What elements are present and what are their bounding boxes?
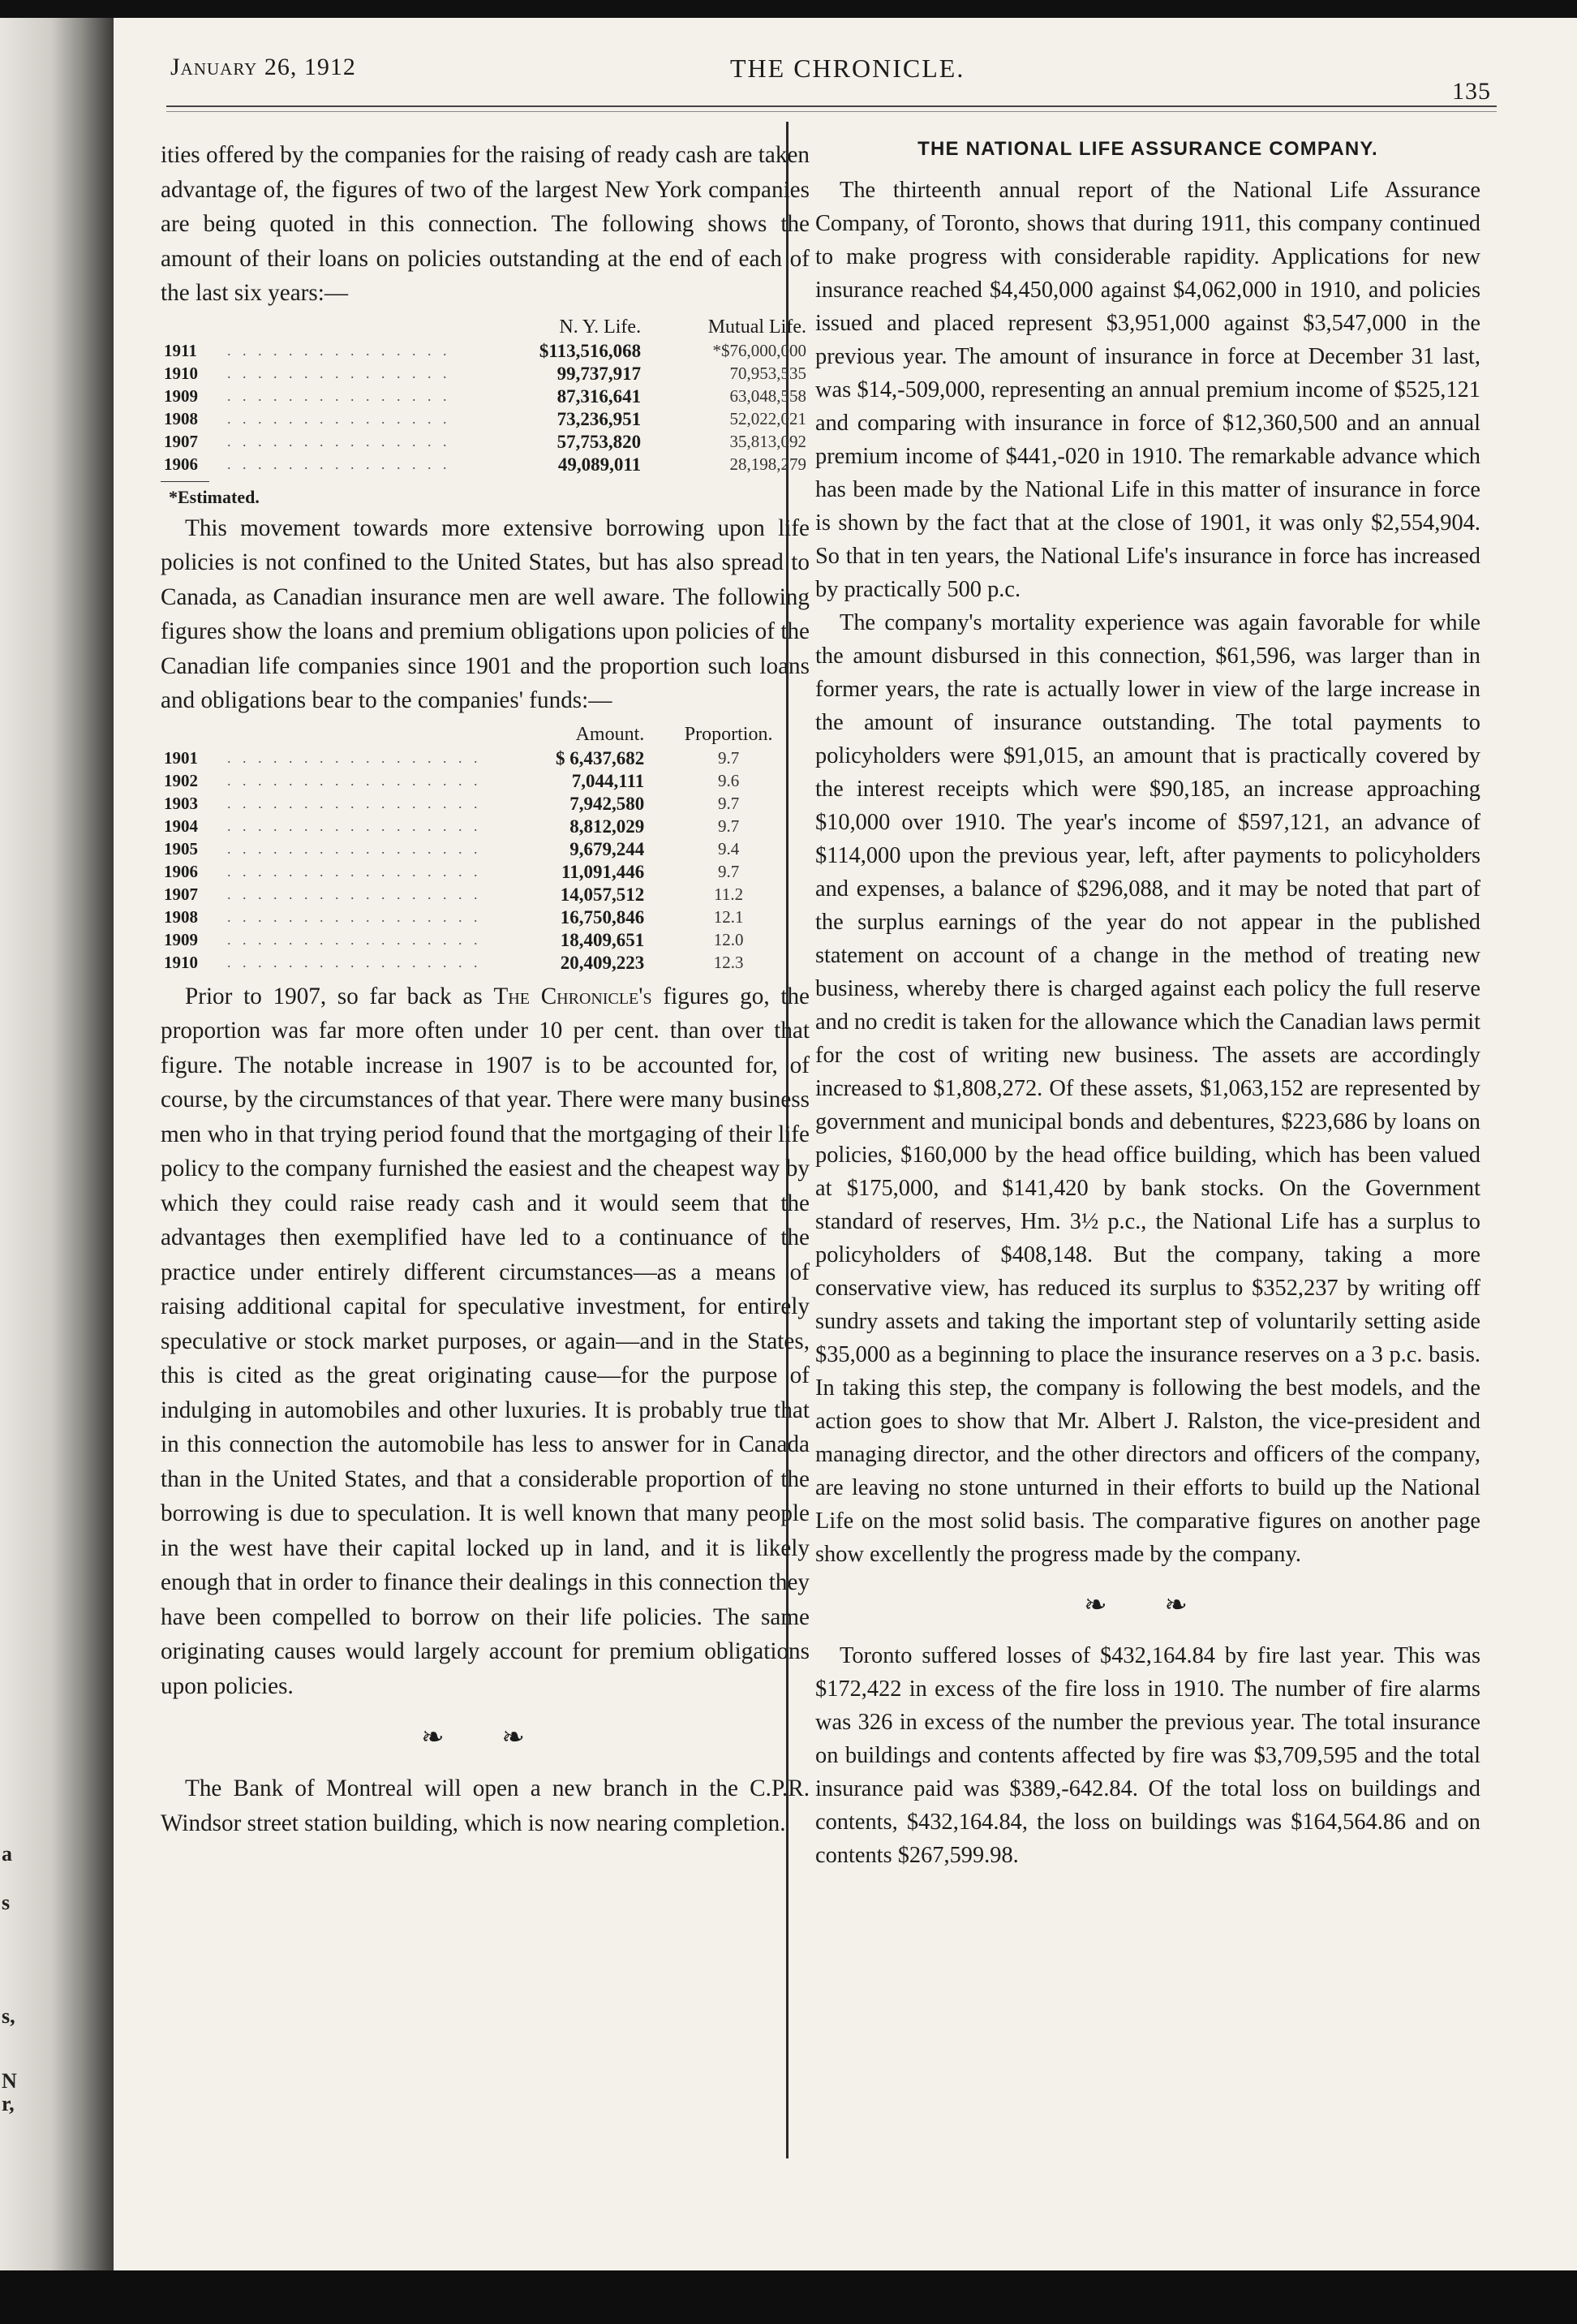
proportion-value: 12.0 bbox=[713, 930, 744, 949]
table-row bbox=[161, 952, 810, 975]
ny-life-value: 73,236,951 bbox=[556, 408, 642, 429]
proportion-value: 9.4 bbox=[717, 839, 740, 859]
chronicle-smallcaps: The Chronicle's bbox=[493, 983, 652, 1009]
leader-dots: . . . . . . . . . . . . . . . . . bbox=[227, 909, 482, 925]
leader-dots: . . . . . . . . . . . . . . . bbox=[227, 342, 451, 359]
leader-dots: . . . . . . . . . . . . . . . . . bbox=[227, 773, 482, 789]
amount-value: 11,091,446 bbox=[561, 861, 645, 882]
year-cell: 1905 bbox=[164, 839, 198, 859]
mutual-life-value: 63,048,558 bbox=[729, 386, 806, 406]
proportion-value: 9.6 bbox=[717, 771, 740, 790]
proportion-value: 12.1 bbox=[713, 907, 744, 927]
proportion-value: 9.7 bbox=[717, 816, 740, 836]
proportion-value: 12.3 bbox=[713, 953, 744, 972]
leader-dots: . . . . . . . . . . . . . . . bbox=[227, 411, 451, 427]
margin-fragment-5: r, bbox=[2, 2092, 15, 2115]
column-header-mutual-life: Mutual Life. bbox=[707, 316, 806, 338]
year-cell: 1907 bbox=[164, 884, 198, 904]
ny-life-value: 49,089,011 bbox=[557, 454, 642, 475]
section-ornament: ❧ ❧ bbox=[421, 1721, 549, 1754]
paragraph-loans-intro: ities offered by the companies for the raising of ready cash are taken advantage of, the figures of two of the largest New York companies are being quoted in this connection. The following shows the amount of their loans on policies outstanding at the end of each of the last six years:— bbox=[161, 142, 810, 306]
table-row bbox=[161, 793, 810, 816]
table-row bbox=[161, 770, 810, 793]
table-header-row bbox=[161, 723, 810, 747]
header-rule bbox=[166, 105, 1497, 112]
paragraph-bank-of-montreal: The Bank of Montreal will open a new branch in the C.P.R. Windsor street station building, which is now nearing completion. bbox=[161, 1775, 810, 1836]
section-ornament: ❧ ❧ bbox=[1084, 1589, 1212, 1621]
leader-dots: . . . . . . . . . . . . . . . bbox=[227, 433, 451, 450]
year-cell: 1906 bbox=[164, 454, 198, 474]
paragraph-toronto-fire-losses: Toronto suffered losses of $432,164.84 by fire last year. This was $172,422 in excess of the fire loss in 1910. The number of fire alarms was 326 in excess of the number the previous year. The total insurance on buildings and contents affected by fire was $3,709,595 and the total insurance paid was $389,-642.84. Of the total loss on buildings and contents, $432,164.84, the loss on buildings was $164,564.86 and on contents $267,599.98. bbox=[815, 1643, 1480, 1868]
year-cell: 1908 bbox=[164, 907, 198, 927]
leader-dots: . . . . . . . . . . . . . . . . . bbox=[227, 750, 482, 766]
table-row bbox=[161, 340, 810, 363]
leader-dots: . . . . . . . . . . . . . . . . . bbox=[227, 886, 482, 902]
mutual-life-value: 52,022,021 bbox=[729, 409, 806, 428]
header-date: January 26, 1912 bbox=[170, 54, 356, 80]
header-title: THE CHRONICLE. bbox=[730, 54, 965, 83]
margin-fragment-3: s, bbox=[2, 2004, 15, 2028]
leader-dots: . . . . . . . . . . . . . . . bbox=[227, 365, 451, 381]
leader-dots: . . . . . . . . . . . . . . . bbox=[227, 456, 451, 472]
amount-value: 16,750,846 bbox=[560, 906, 645, 927]
canadian-loans-table bbox=[161, 723, 810, 975]
year-cell: 1906 bbox=[164, 862, 198, 881]
proportion-value: 11.2 bbox=[714, 884, 744, 904]
mutual-life-value: *$76,000,000 bbox=[712, 341, 806, 360]
amount-value: 7,942,580 bbox=[569, 793, 645, 814]
table-row bbox=[161, 838, 810, 861]
margin-fragment-2: s bbox=[2, 1891, 11, 1914]
column-header-ny-life: N. Y. Life. bbox=[559, 316, 642, 338]
column-header-proportion: Proportion. bbox=[684, 724, 773, 745]
footnote-estimated: *Estimated. bbox=[169, 486, 260, 507]
mutual-life-value: 70,953,535 bbox=[729, 364, 806, 383]
year-cell: 1903 bbox=[164, 794, 198, 813]
year-cell: 1902 bbox=[164, 771, 198, 790]
year-cell: 1910 bbox=[164, 953, 198, 972]
amount-value: 20,409,223 bbox=[560, 952, 645, 973]
paragraph-prior-to-1907 bbox=[161, 979, 810, 1704]
ny-life-value: 99,737,917 bbox=[556, 363, 642, 384]
mutual-life-value: 35,813,092 bbox=[729, 432, 806, 451]
ny-mutual-loans-table bbox=[161, 316, 810, 476]
paragraph-mortality-experience: The company's mortality experience was again favorable for while the amount disbursed in this connection, $61,596, was larger than in former years, the rate is actually lower in view of the large increase in the amount of insurance outstanding. The total payments to policyholders were $91,015, an amount that is practically covered by the interest receipts which were $90,185, an increase approaching $10,000 over 1910. The year's income of $597,121, an advance of $114,000 upon the previous year, left, after payments to policyholders and expenses, a balance of $296,088, and it may be noted that part of the surplus earnings of the year do not appear in the published statement on account of a change in the method of treating new business, whereby there is charged against each policy the full reserve and no credit is taken for the allowance which the Canadian laws permit for the cost of writing new business. The assets are accordingly increased to $1,808,272. Of these assets, $1,063,152 are represented by government and municipal bonds and debentures, $223,686 by loans on policies, $160,000 by the head office building, which has been valued at $175,000, and $141,420 by bank stocks. On the Government standard of reserves, Hm. 3½ p.c., the National Life has a surplus to policyholders of $408,148. But the company, taking a more conservative view, has reduced its surplus to $352,237 by writing off sundry assets and taking the important step of voluntarily setting aside $35,000 as a beginning to place the insurance reserves on a 3 p.c. basis. In taking this step, the company is following the best models, and the action goes to show that Mr. Albert J. Ralston, the vice-president and managing director, and the other directors and officers of the company, are leaving no stone unturned in their efforts to build up the National Life on the most solid basis. The comparative figures on another page show excellently the progress made by the company. bbox=[815, 610, 1480, 1567]
table-row bbox=[161, 385, 810, 408]
table-row bbox=[161, 747, 810, 770]
amount-value: 9,679,244 bbox=[569, 838, 645, 859]
page-number: 135 bbox=[1452, 78, 1491, 105]
margin-fragment-1: a bbox=[2, 1842, 12, 1866]
table-row bbox=[161, 816, 810, 838]
year-cell: 1907 bbox=[164, 432, 198, 451]
page-header bbox=[162, 49, 1493, 105]
year-cell: 1908 bbox=[164, 409, 198, 428]
table-row bbox=[161, 454, 810, 476]
proportion-value: 9.7 bbox=[717, 794, 740, 813]
amount-value: 18,409,651 bbox=[560, 929, 645, 950]
leader-dots: . . . . . . . . . . . . . . . . . bbox=[227, 954, 482, 970]
table-row bbox=[161, 929, 810, 952]
leader-dots: . . . . . . . . . . . . . . . . . bbox=[227, 818, 482, 834]
ny-life-value: 87,316,641 bbox=[556, 385, 642, 407]
proportion-value: 9.7 bbox=[717, 748, 740, 768]
amount-value: 7,044,111 bbox=[571, 770, 645, 791]
amount-value: $ 6,437,682 bbox=[555, 747, 645, 768]
year-cell: 1911 bbox=[164, 341, 197, 360]
leader-dots: . . . . . . . . . . . . . . . . . bbox=[227, 932, 482, 948]
ny-life-value: $113,516,068 bbox=[539, 340, 642, 361]
leader-dots: . . . . . . . . . . . . . . . bbox=[227, 388, 451, 404]
amount-value: 8,812,029 bbox=[569, 816, 645, 837]
table-row bbox=[161, 363, 810, 385]
table-header-row bbox=[161, 316, 810, 340]
year-cell: 1909 bbox=[164, 930, 198, 949]
paragraph-national-life-report: The thirteenth annual report of the National Life Assurance Company, of Toronto, shows that during 1911, this company continued to make progress with considerable rapidity. Applications for new insurance reached $4,450,000 against $4,062,000 in 1910, and policies issued and placed represent $3,951,000 against $3,547,000 in the previous year. The amount of insurance in force at December 31 last, was $14,-509,000, representing an annual premium income of $525,121 and comparing with insurance in force of $12,360,500 and an annual premium income of $441,-020 in 1910. The remarkable advance which has been made by the National Life in this matter of insurance in force is shown by the fact that at the close of 1901, it was only $2,554,904. So that in ten years, the National Life's insurance in force has increased by practically 500 p.c. bbox=[815, 178, 1480, 602]
year-cell: 1901 bbox=[164, 748, 198, 768]
scan-border-bottom bbox=[0, 2270, 1577, 2324]
right-column bbox=[815, 138, 1480, 1872]
year-cell: 1909 bbox=[164, 386, 198, 406]
year-cell: 1904 bbox=[164, 816, 198, 836]
mutual-life-value: 28,198,279 bbox=[729, 454, 806, 474]
scan-border-top bbox=[0, 0, 1577, 18]
leader-dots: . . . . . . . . . . . . . . . . . bbox=[227, 863, 482, 880]
leader-dots: . . . . . . . . . . . . . . . . . bbox=[227, 795, 482, 811]
table-row bbox=[161, 884, 810, 906]
amount-value: 14,057,512 bbox=[560, 884, 645, 905]
table-row bbox=[161, 431, 810, 454]
binding-shadow bbox=[0, 18, 114, 2270]
table-row bbox=[161, 906, 810, 929]
proportion-value: 9.7 bbox=[717, 862, 740, 881]
column-header-amount: Amount. bbox=[575, 724, 645, 745]
table-row bbox=[161, 408, 810, 431]
paragraph-canada-borrowing: This movement towards more extensive borrowing upon life policies is not confined to the United States, but has also spread to Canada, as Canadian insurance men are well aware. The following figures show the loans and premium obligations upon policies of the Canadian life companies since 1901 and the proportion such loans and obligations bear to the companies' funds:— bbox=[161, 514, 810, 713]
ny-life-value: 57,753,820 bbox=[556, 431, 642, 452]
para3-body-text: figures go, the proportion was far more often under 10 per cent. than over that figure. The notable increase in 1907 is to be accounted for, of course, by the circumstances of that year. There were many business men who in that trying period found that the mortgaging of their life policy to the company furnished the easiest and the cheapest way by which they could raise ready cash and it would seem that the advantages then exemplified have led to a continuance of the practice under entirely different circumstances—as a means of raising additional capital for speculative investment, for entirely speculative or stock market purposes, or again—and in the States, this is cited as the great originating cause—for the purpose of indulging in automobiles and other luxuries. It is probably true that in this connection the automobile has less to answer for in Canada than in the United States, and that a considerable proportion of the borrowing is due to speculation. It is well known that many people in the west have their capital locked up in land, and it is likely enough that in order to finance their dealings in this connection they have been compelled to borrow on their life policies. The same originating causes would largely account for premium obligations upon policies. bbox=[161, 983, 810, 1699]
leader-dots: . . . . . . . . . . . . . . . . . bbox=[227, 841, 482, 857]
table-row bbox=[161, 861, 810, 884]
margin-fragment-4: N bbox=[2, 2069, 17, 2093]
left-column bbox=[161, 138, 810, 1840]
article-heading: THE NATIONAL LIFE ASSURANCE COMPANY. bbox=[917, 138, 1378, 160]
year-cell: 1910 bbox=[164, 364, 198, 383]
para3-lead-text: Prior to 1907, so far back as bbox=[185, 983, 483, 1009]
footnote-rule bbox=[161, 481, 209, 482]
